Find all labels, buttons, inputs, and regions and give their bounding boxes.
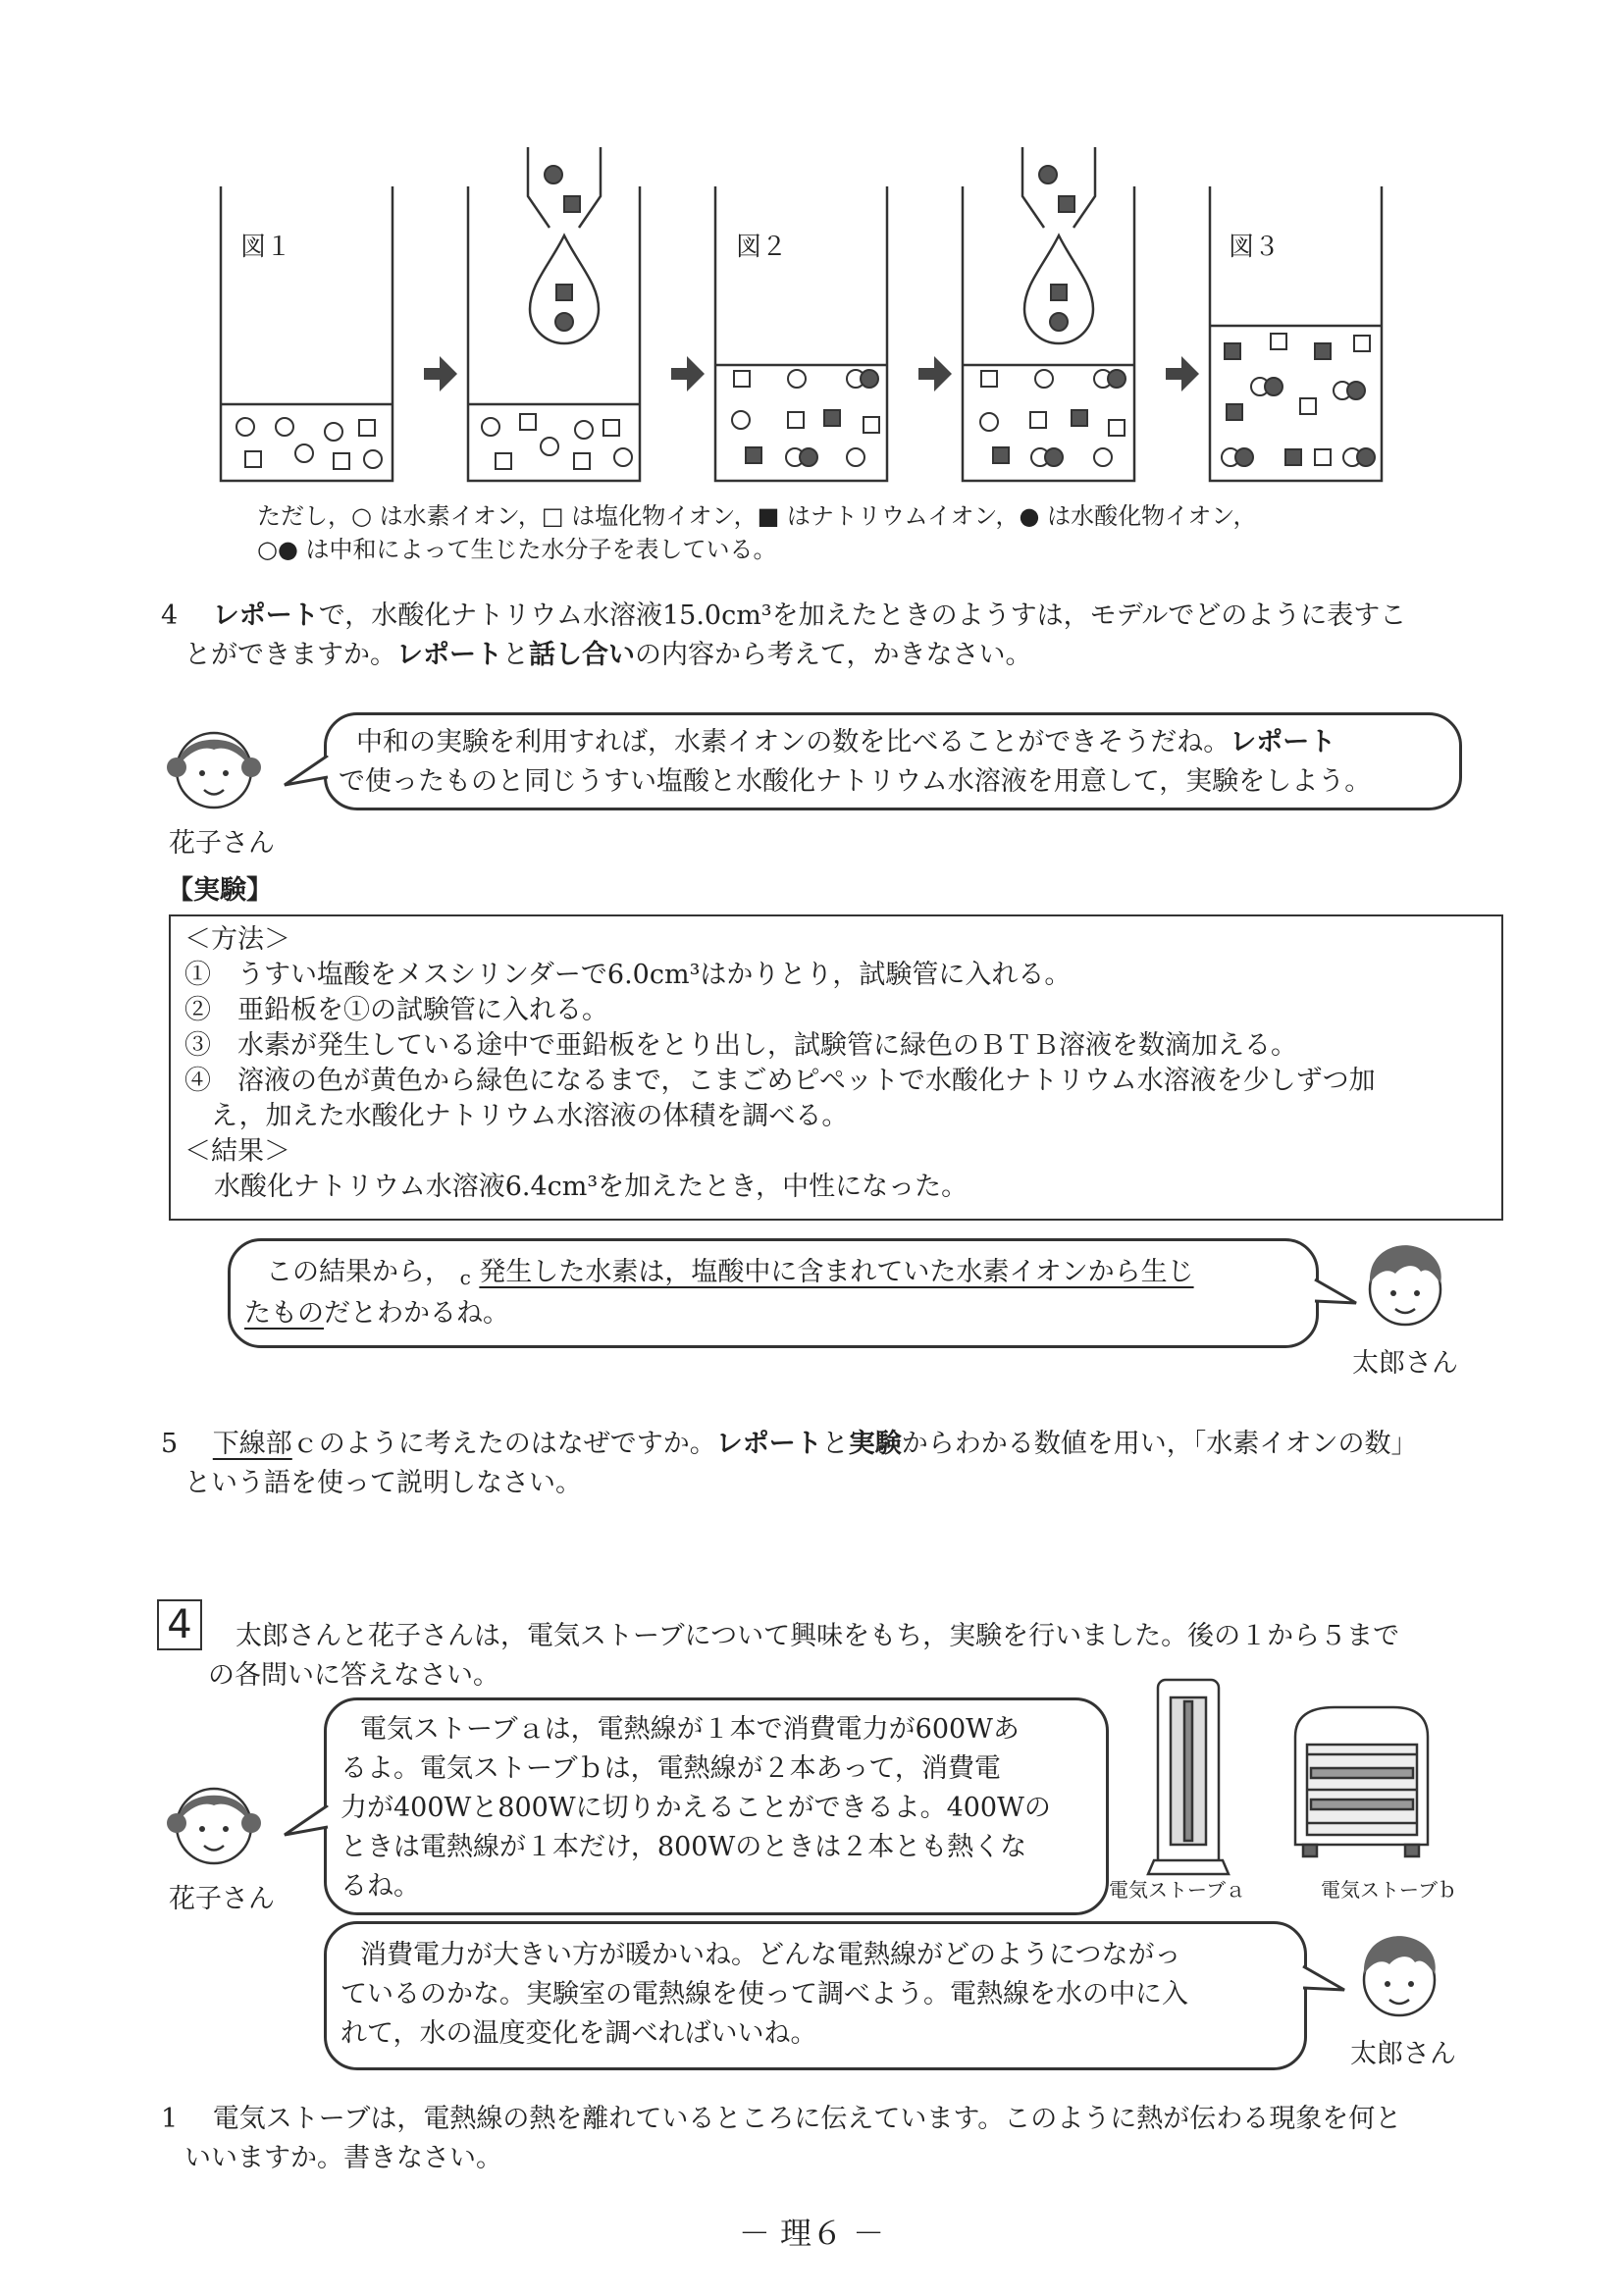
experiment-title: 【実験】 [167,875,273,906]
arrow-2 [671,356,705,391]
question-1: 1 電気ストーブは，電熱線の熱を離れているところに伝えています。このように熱が伝わる現象を何と [161,2104,1402,2134]
hanako-label: 花子さん [169,828,275,859]
heater-illustrations [1138,1668,1433,1904]
beaker-5 [1210,186,1382,481]
fig-label-2: 図２ [736,233,788,262]
dropper-2 [1022,147,1095,228]
experiment-box [169,914,1503,1221]
question-number: 5 [161,1429,179,1459]
taro-speech-bubble: 消費電力が大きい方が暖かいね。どんな電熱線がどのようにつながっ ているのかな。実験室の電熱線を使って調べよう。電熱線を水の中に入 れて，水の温度変化を調べればいいね。 [324,1921,1307,2070]
question-number: 1 [161,2104,179,2134]
dropper-1 [528,147,601,228]
hanako-avatar [165,1772,263,1880]
heater-b-label: 電気ストーブｂ [1321,1878,1457,1902]
taro-label: 太郎さん [1352,1348,1458,1379]
step-3: ③ 水素が発生している途中で亜鉛板をとり出し，試験管に緑色のＢＴＢ溶液を数滴加える。 [184,1030,1297,1061]
section-number: 4 [157,1599,202,1650]
hanako-avatar [165,716,263,824]
fig-label-1: 図１ [240,233,292,262]
step-4-cont: え，加えた水酸化ナトリウム水溶液の体積を調べる。 [184,1101,849,1131]
question-4-line2: とができますか。レポートと話し合いの内容から考えて，かきなさい。 [184,640,1032,670]
bubble-tail [1301,1962,1348,2002]
bubble-tail [283,1805,330,1845]
step-4: ④ 溶液の色が黄色から緑色になるまで，こまごめピペットで水酸化ナトリウム水溶液を少しずつ加 [184,1066,1376,1096]
taro-avatar [1356,1232,1454,1340]
section-intro-line2: の各問いに答えなさい。 [208,1660,499,1691]
question-5-line2: という語を使って説明しなさい。 [184,1468,582,1498]
question-number: 4 [161,600,179,631]
figure-caption-line2: ○● は中和によって生じた水分子を表している。 [257,536,777,563]
page-number: － 理６ － [738,2215,885,2252]
figure-caption-line1: ただし，○ は水素イオン，□ は塩化物イオン，■ はナトリウムイオン，● は水酸化物イオン， [257,502,1257,530]
fig-label-3: 図３ [1229,233,1281,262]
question-5: 5 下線部ｃのように考えたのはなぜですか。レポートと実験からわかる数値を用い，「水素イオンの数」 [161,1429,1418,1459]
method-heading: ＜方法＞ [184,924,290,955]
question-1-line2: いいますか。書きなさい。 [184,2143,502,2173]
neutralization-model-figures [196,147,1393,500]
taro-label: 太郎さん [1350,2039,1456,2069]
hanako-label: 花子さん [169,1884,275,1914]
heater-b-icon [1295,1707,1428,1856]
arrow-4 [1166,356,1199,391]
question-4: 4 レポートで，水酸化ナトリウム水溶液15.0cm³を加えたときのようすは，モデルでどのように表すこ [161,600,1407,631]
beaker-3 [715,186,887,481]
bubble-tail [283,756,330,795]
step-2: ② 亜鉛板を①の試験管に入れる。 [184,995,608,1025]
arrow-1 [424,356,457,391]
hanako-speech-bubble: 電気ストーブａは，電熱線が１本で消費電力が600Wあ るよ。電気ストーブｂは，電熱線が２本あって，消費電 力が400Wと800Wに切りかえることができるよ。400Wの ときは電熱線が１本だけ，800Wのときは２本とも熱くな るね。 [324,1697,1109,1915]
taro-avatar [1350,1923,1448,2031]
heater-a-icon [1148,1680,1229,1874]
result-heading: ＜結果＞ [184,1136,290,1167]
taro-speech-bubble: この結果から， c 発生した水素は，塩酸中に含まれていた水素イオンから生じ たものだとわかるね。 [228,1238,1319,1348]
hanako-speech-bubble: 中和の実験を利用すれば，水素イオンの数を比べることができそうだね。レポート で使ったものと同じうすい塩酸と水酸化ナトリウム水溶液を用意して，実験をしよう。 [324,712,1462,810]
bubble-tail [1313,1276,1360,1315]
step-1: ① うすい塩酸をメスシリンダーで6.0cm³はかりとり，試験管に入れる。 [184,960,1072,990]
section-intro-line1: 太郎さんと花子さんは，電気ストーブについて興味をもち，実験を行いました。後の１から５まで [236,1621,1400,1651]
result-text: 水酸化ナトリウム水溶液6.4cm³を加えたとき，中性になった。 [214,1172,969,1202]
arrow-3 [918,356,952,391]
heater-a-label: 電気ストーブａ [1109,1878,1245,1902]
